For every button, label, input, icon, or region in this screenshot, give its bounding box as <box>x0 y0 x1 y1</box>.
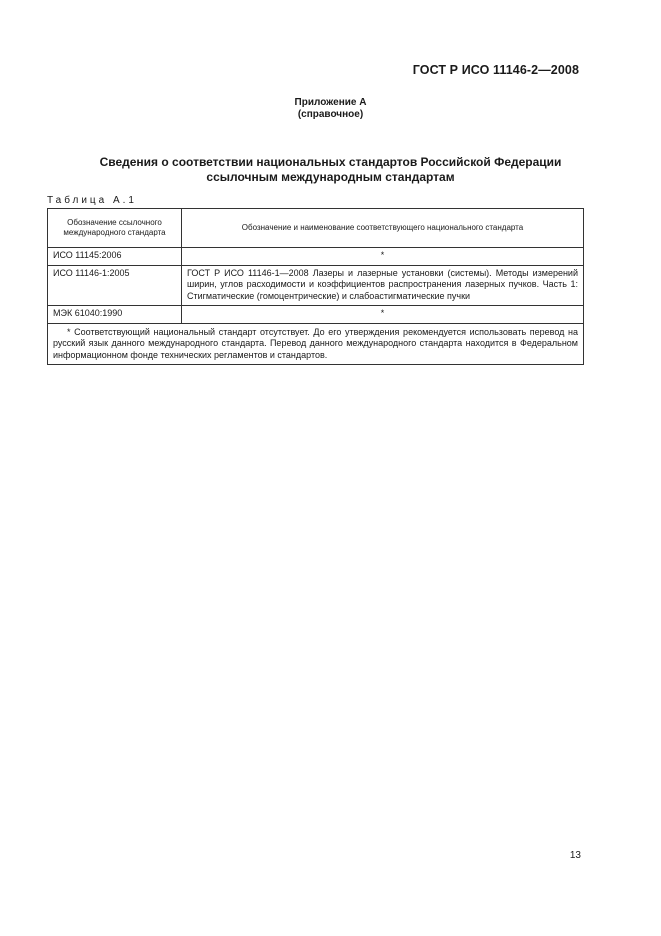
annex-title-line-2: ссылочным международным стандартам <box>206 170 455 184</box>
table-footnote-cell <box>48 323 584 365</box>
table-row <box>48 306 584 324</box>
annex-label: Приложение А <box>294 97 367 108</box>
annex-kind: (справочное) <box>297 109 364 120</box>
header-national-standard: Обозначение и наименование соответствующего национального стандарта <box>182 209 584 248</box>
table-row <box>48 248 584 266</box>
annex-title <box>0 155 661 185</box>
table-row <box>48 265 584 306</box>
table-footnote: * Соответствующий национальный стандарт отсутствует. До его утверждения рекомендуется использовать перевод на русский язык данного международного стандарта. Перевод данного международного стандарта находится в Федеральном информационном фонде технических регламентов и стандартов. <box>53 326 578 360</box>
cell-ref-standard: МЭК 61040:1990 <box>48 306 182 324</box>
table-header-row <box>48 209 584 248</box>
table-footnote-row <box>48 323 584 365</box>
cell-national-standard: ГОСТ Р ИСО 11146-1—2008 Лазеры и лазерные установки (системы). Методы измерений ширин, углов расходимости и коэффициентов распространения лазерных пучков. Часть 1: Стигматические (гомоцентрические) и слабоастигматические пучки <box>182 265 584 306</box>
cell-ref-standard: ИСО 11145:2006 <box>48 248 182 266</box>
page-number: 13 <box>569 850 581 861</box>
cell-national-standard: * <box>182 248 584 266</box>
header-ref-standard: Обозначение ссылочного международного стандарта <box>48 209 182 248</box>
cell-national-standard: * <box>182 306 584 324</box>
annex-title-line-1: Сведения о соответствии национальных стандартов Российской Федерации <box>99 155 562 169</box>
cell-ref-standard: ИСО 11146-1:2005 <box>48 265 182 306</box>
table-caption: Таблица А.1 <box>47 195 137 206</box>
reference-table <box>47 208 584 365</box>
annex-heading <box>0 97 661 121</box>
document-code: ГОСТ Р ИСО 11146-2—2008 <box>412 63 579 77</box>
